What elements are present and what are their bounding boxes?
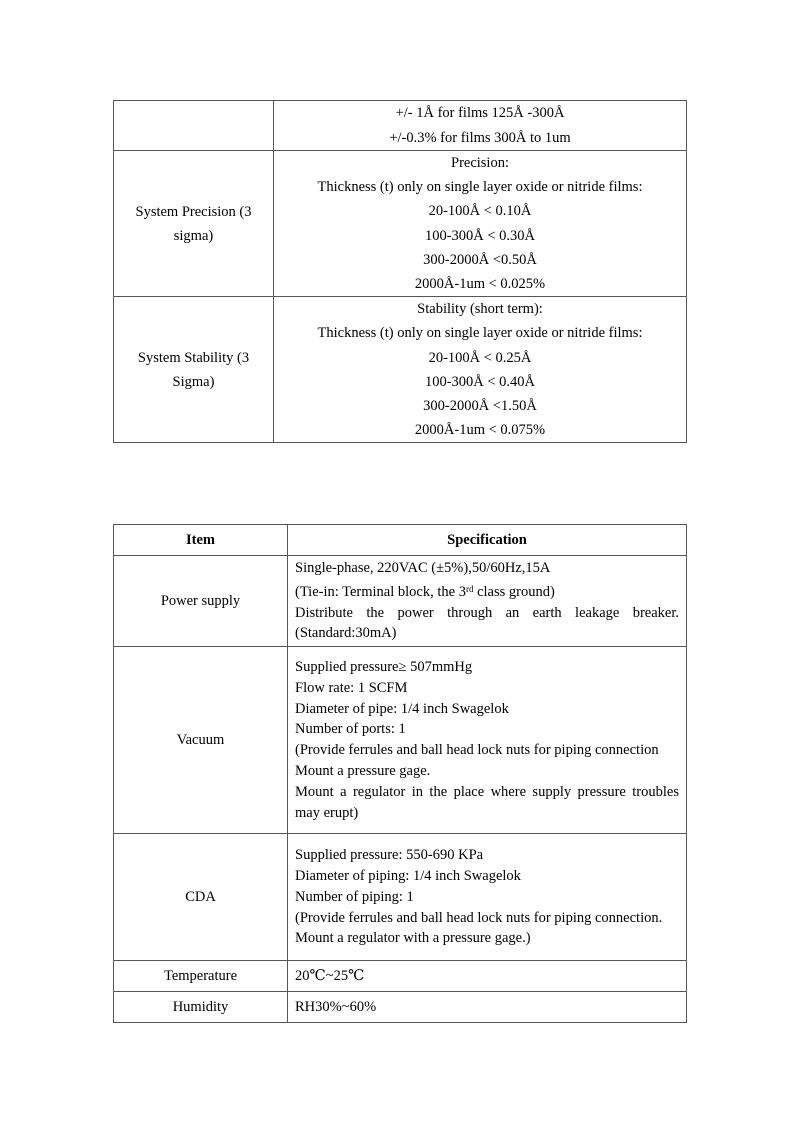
row-label <box>114 101 274 151</box>
row-spec <box>274 297 687 443</box>
spec-line: Number of piping: 1 <box>295 888 414 905</box>
row-spec <box>274 101 687 151</box>
header-row <box>114 525 687 556</box>
column-header-item: Item <box>114 525 288 556</box>
spec-line: 20-100Å < 0.25Å <box>428 349 532 366</box>
row-label: System Stability (3 Sigma) <box>114 297 274 443</box>
table-row <box>114 151 687 297</box>
spec-line: Single-phase, 220VAC (±5%),50/60Hz,15A <box>295 560 551 576</box>
spec-line: +/-0.3% for films 300Å to 1um <box>389 129 571 146</box>
table-row-power-supply <box>114 556 687 647</box>
superscript: rd <box>465 583 474 594</box>
row-label: Vacuum <box>114 647 288 834</box>
spec-line: +/- 1Å for films 125Å -300Å <box>395 105 565 122</box>
spec-line: 300-2000Å <0.50Å <box>423 251 537 268</box>
row-spec <box>288 647 687 834</box>
row-spec <box>288 556 687 647</box>
spec-text: (Tie-in: Terminal block, the 3 <box>295 583 466 600</box>
spec-line: Precision: <box>451 155 509 171</box>
spec-line: Distribute the power through an earth leakage breaker. (Standard:30mA) <box>295 604 679 642</box>
row-spec <box>274 151 687 297</box>
measurement-spec-table <box>113 100 687 443</box>
row-label: Temperature <box>114 961 288 992</box>
row-label: Power supply <box>114 556 288 647</box>
row-value: 20℃~25℃ <box>288 961 687 992</box>
row-value: RH30%~60% <box>288 992 687 1023</box>
spec-line: 20-100Å < 0.10Å <box>428 203 532 220</box>
spec-line: Diameter of piping: 1/4 inch Swagelok <box>295 867 521 884</box>
spec-line <box>295 579 679 603</box>
row-label: CDA <box>114 834 288 961</box>
table-row <box>114 101 687 151</box>
spec-line: (Provide ferrules and ball head lock nuts for piping connection. <box>295 909 663 926</box>
spec-line: 100-300Å < 0.40Å <box>424 373 536 390</box>
spec-line: Flow rate: 1 SCFM <box>295 679 408 696</box>
spec-line: Mount a regulator in the place where supply pressure troubles may erupt) <box>295 783 679 821</box>
spec-line: Diameter of pipe: 1/4 inch Swagelok <box>295 700 509 717</box>
spec-line: Stability (short term): <box>417 301 543 318</box>
table-row-cda <box>114 834 687 961</box>
column-header-specification: Specification <box>288 525 687 556</box>
spec-line: Mount a pressure gage. <box>295 762 431 779</box>
spec-line: 100-300Å < 0.30Å <box>424 227 536 244</box>
spec-line: Mount a regulator with a pressure gage.) <box>295 930 531 947</box>
table-row <box>114 297 687 443</box>
spec-line: 2000Å-1um < 0.025% <box>414 276 546 293</box>
table-row-humidity <box>114 992 687 1023</box>
spec-line: Number of ports: 1 <box>295 721 406 738</box>
spec-line: Supplied pressure≥ 507mmHg <box>295 659 473 675</box>
row-label: System Precision (3 sigma) <box>114 151 274 297</box>
spec-line: Thickness (t) only on single layer oxide or nitride films: <box>317 325 643 342</box>
spec-line: Thickness (t) only on single layer oxide or nitride films: <box>317 179 643 196</box>
facility-requirements-table <box>113 524 687 1023</box>
spec-line: 300-2000Å <1.50Å <box>423 398 537 415</box>
spec-line: Supplied pressure: 550-690 KPa <box>295 847 484 864</box>
spec-line: 2000Å-1um < 0.075% <box>414 422 546 439</box>
row-spec <box>288 834 687 961</box>
table-row-temperature <box>114 961 687 992</box>
row-label: Humidity <box>114 992 288 1023</box>
spec-line: (Provide ferrules and ball head lock nuts for piping connection <box>295 742 659 759</box>
table-row-vacuum <box>114 647 687 834</box>
spec-text: class ground) <box>473 583 555 600</box>
